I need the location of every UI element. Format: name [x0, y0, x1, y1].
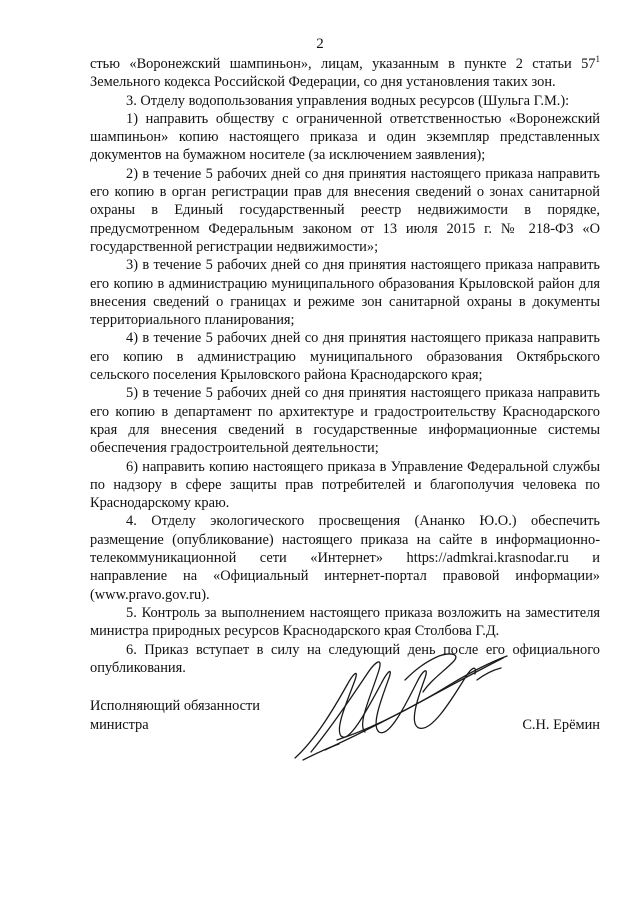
paragraph-item-5: 5. Контроль за выполнением настоящего приказа возложить на заместителя министра природных ресурсов Краснодарского края Столбова Г.Д. [90, 604, 600, 640]
paragraph-subitem-1: 1) направить обществу с ограниченной ответственностью «Воронежский шампиньон» копию настоящего приказа и один экземпляр представленных документов на бумажном носителе (за исключением заявления); [90, 110, 600, 164]
superscript: 1 [595, 54, 600, 65]
paragraph-item-3: 3. Отделу водопользования управления водных ресурсов (Шульга Г.М.): [126, 92, 570, 109]
signer-title [90, 697, 260, 735]
paragraph-item-6: 6. Приказ вступает в силу на следующий день после его официального опубликования. [90, 641, 600, 676]
paragraph-subitem-5: 5) в течение 5 рабочих дней со дня принятия настоящего приказа направить его копию в департамент по архитектуре и градостроительству Краснодарского края для внесения сведений в государственные информационные системы обеспечения градостроительной деятельности; [90, 385, 600, 457]
signer-title-line: министра [90, 717, 149, 733]
handwritten-signature [255, 640, 525, 770]
paragraph-subitem-2: 2) в течение 5 рабочих дней со дня принятия настоящего приказа направить его копию в орган регистрации прав для внесения сведений о зонах санитарной охраны в Единый государственный реестр недвижимости в порядке, предусмотренном Федеральным законом от 13 июля 2015 г. № 218-ФЗ «О государственной регистрации недвижимости»; [90, 165, 600, 255]
paragraph-subitem-6: 6) направить копию настоящего приказа в Управление Федеральной службы по надзору в сфере защиты прав потребителей и благополучия человека по Краснодарскому краю. [90, 458, 600, 512]
page-number: 2 [316, 36, 324, 52]
document-body [90, 55, 600, 677]
paragraph-continuation [90, 55, 600, 92]
paragraph-subitem-3: 3) в течение 5 рабочих дней со дня принятия настоящего приказа направить его копию в администрацию муниципального образования Крыловской район для внесения сведений о границах и режиме зон санитарной охраны в документы территориального планирования; [90, 257, 600, 329]
paragraph-text: стью «Воронежский шампиньон», лицам, указанным в пункте 2 статьи 57 [90, 56, 596, 72]
signer-title-line: Исполняющий обязанности [90, 698, 261, 714]
paragraph-item-4: 4. Отделу экологического просвещения (Ананко Ю.О.) обеспечить размещение (опубликование) настоящего приказа на сайте в информационно-телекоммуникационной сети «Интернет» https://admkrai.krasnodar.ru и направление на «Официальный интернет-портал правовой информации» (www.pravo.gov.ru). [90, 513, 600, 603]
paragraph-text: Земельного кодекса Российской Федерации, со дня установления таких зон. [90, 74, 556, 91]
paragraph-subitem-4: 4) в течение 5 рабочих дней со дня принятия настоящего приказа направить его копию в администрацию муниципального образования Октябрьского сельского поселения Крыловского района Краснодарского края; [90, 330, 600, 384]
signer-name: С.Н. Ерёмин [522, 717, 600, 733]
